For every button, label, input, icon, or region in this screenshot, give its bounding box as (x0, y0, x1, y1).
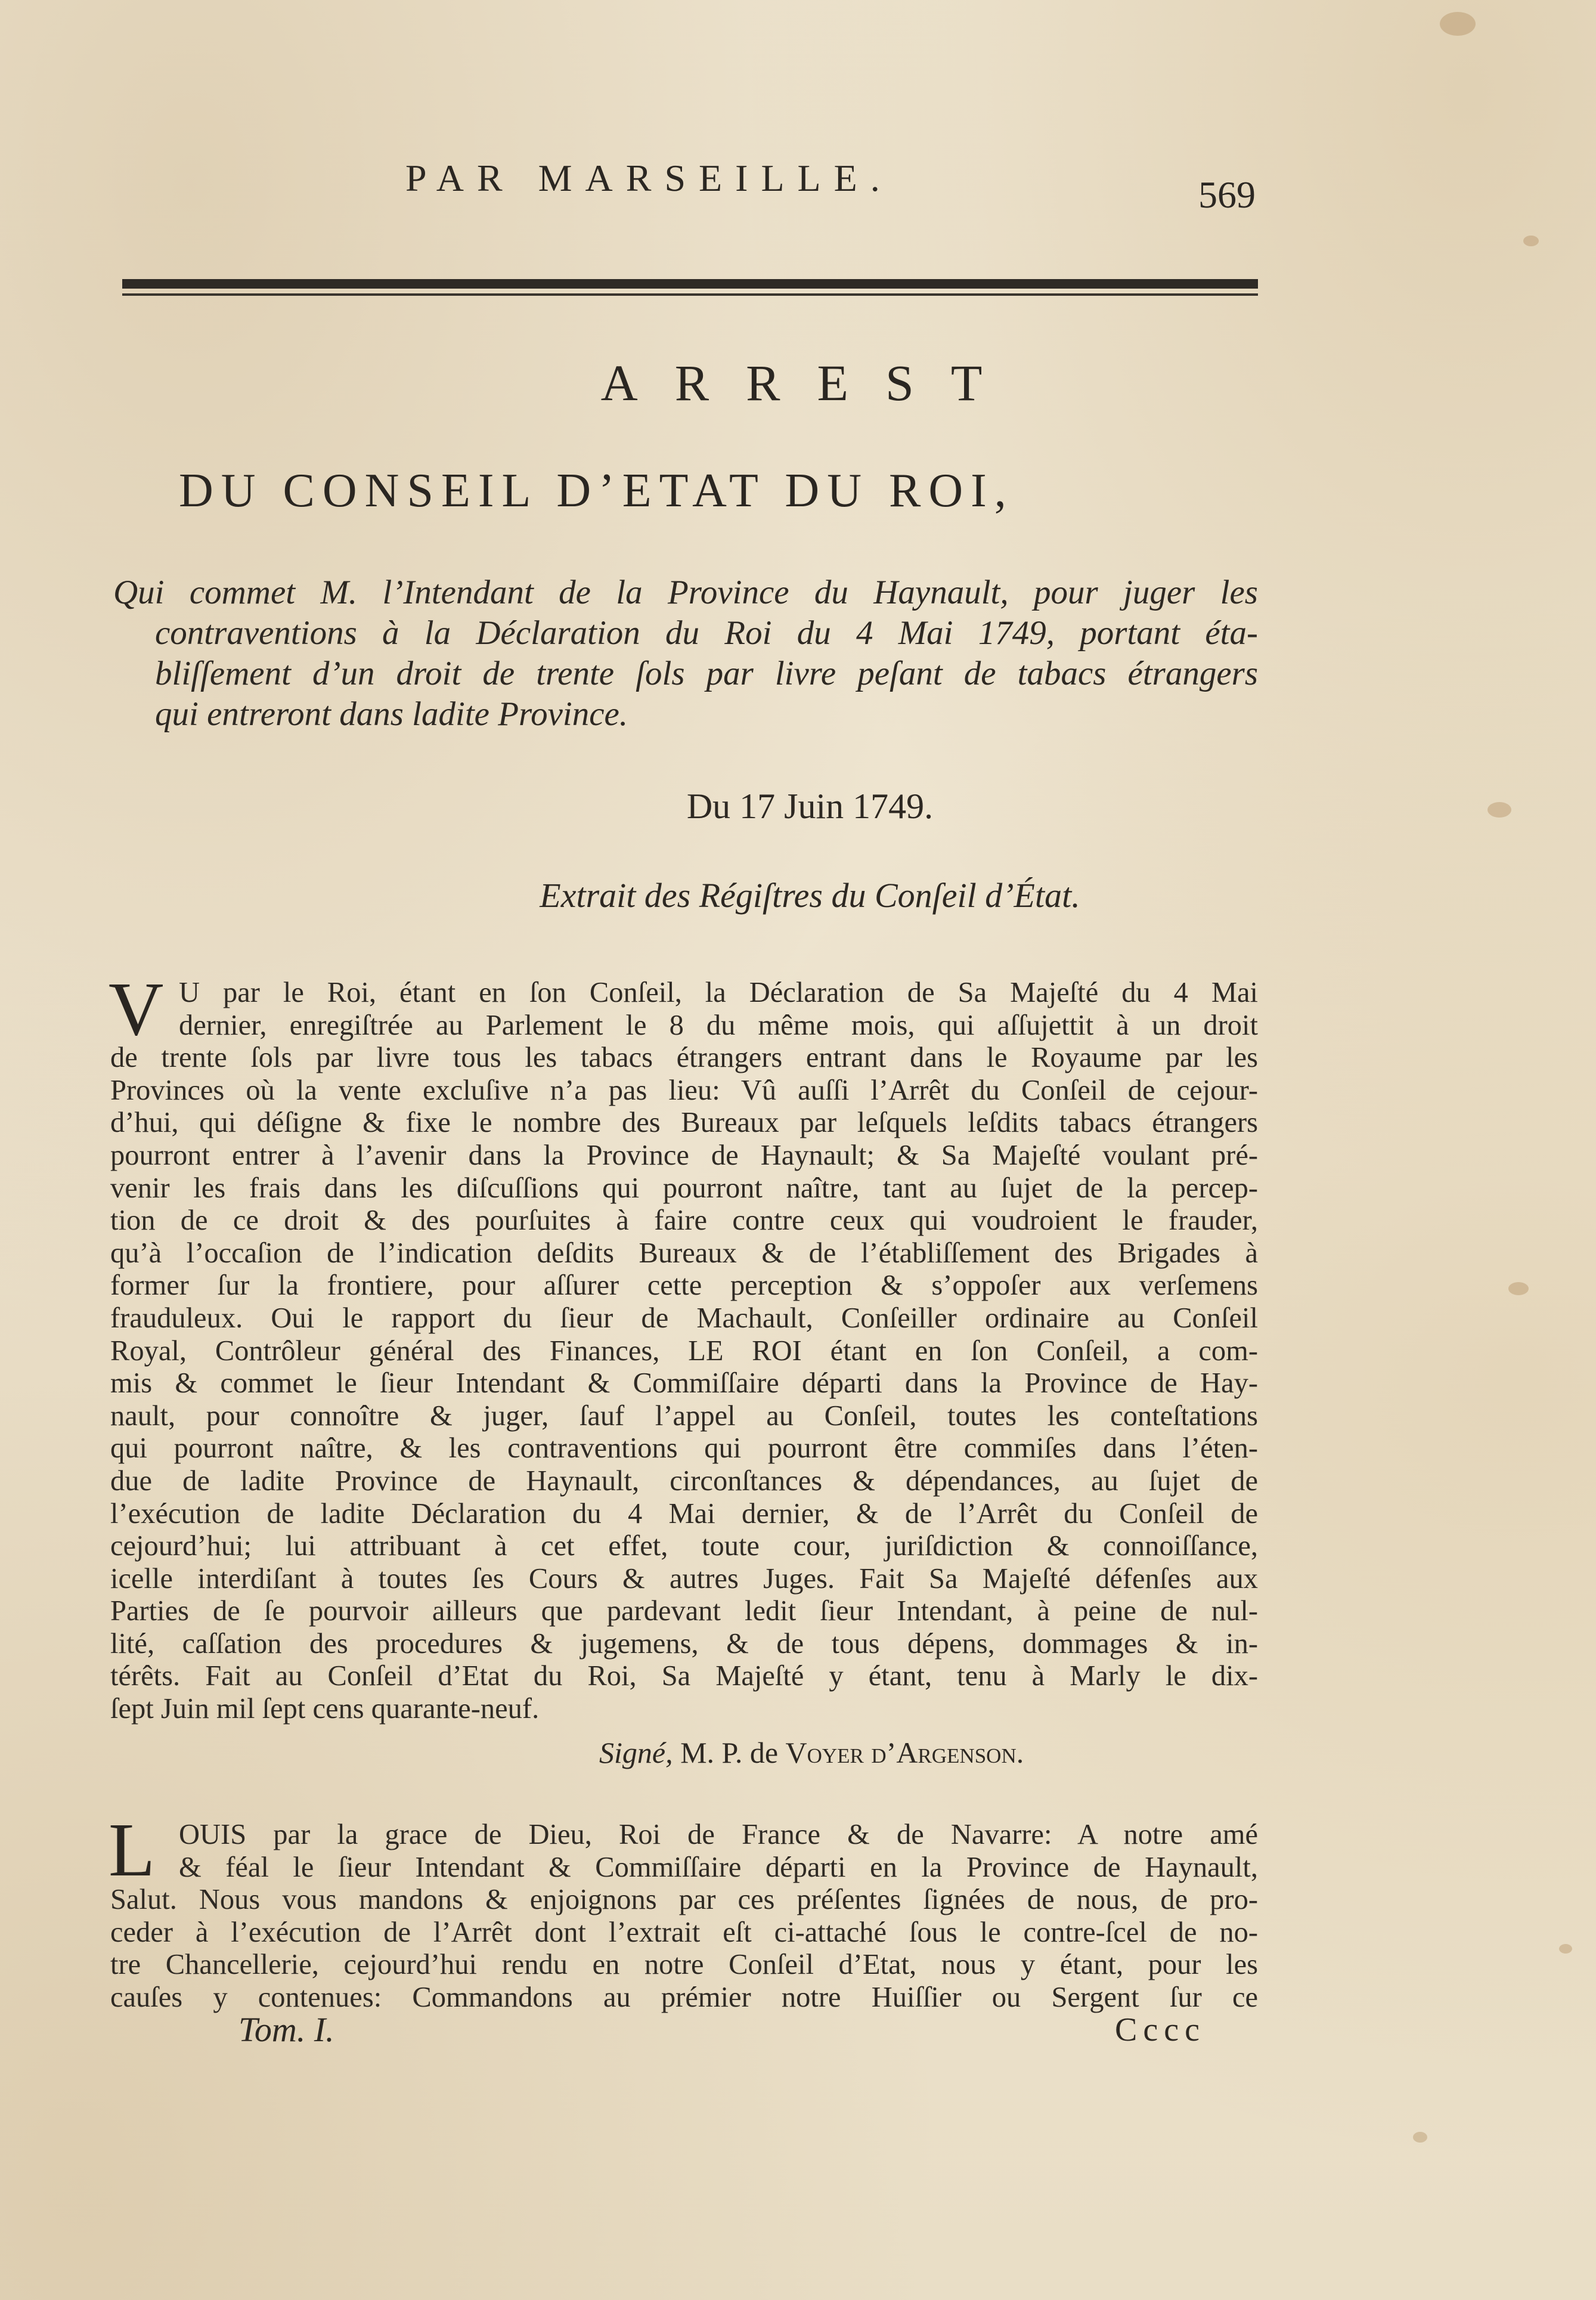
body-line: pourront entrer à l’avenir dans la Province de Haynault; & Sa Majeſté voulant pré- (110, 1139, 1258, 1171)
body-line: venir les frais dans les diſcuſſions qui pourront naître, tant au ſujet de la percep- (110, 1172, 1258, 1204)
body-line: & féal le ſieur Intendant & Commiſſaire départi en la Province de Haynault, (179, 1851, 1258, 1883)
body-line: nault, pour connoître & juger, ſauf l’appel au Conſeil, toutes les conteſtations (110, 1400, 1258, 1432)
signature-mark: Cccc (1115, 2011, 1205, 2048)
extract-line: Extrait des Régiſtres du Conſeil d’État. (540, 876, 1080, 915)
body-line: mis & commet le ſieur Intendant & Commiſſaire départi dans la Province de Hay- (110, 1367, 1258, 1400)
paper-stain (1559, 1944, 1572, 1954)
signature-label: Signé, (599, 1736, 673, 1769)
signature (599, 1735, 1024, 1770)
title-conseil: DU CONSEIL D’ETAT DU ROI, (179, 465, 1014, 517)
paper-stain (1523, 236, 1539, 246)
header-rule-thin (122, 293, 1258, 296)
body-line: Parties de ſe pourvoir ailleurs que pardevant ledit ſieur Intendant, à peine de nul- (110, 1595, 1258, 1627)
dropcap-v: V (109, 967, 164, 1051)
body-line: tre Chancellerie, cejourd’hui rendu en notre Conſeil d’Etat, nous y étant, pour les (110, 1949, 1258, 1981)
title-arrest: ARREST (600, 354, 1019, 411)
body-line: de trente ſols par livre tous les tabacs étrangers entrant dans le Royaume par les (110, 1042, 1258, 1074)
body-line: cauſes y contenues: Commandons au prémier notre Huiſſier ou Sergent ſur ce (110, 1981, 1258, 2013)
body-line: tion de ce droit & des pourſuites à faire contre ceux qui voudroient le frauder, (110, 1205, 1258, 1237)
dropcap-l: L (109, 1807, 156, 1892)
arrest-body (110, 977, 1258, 1726)
body-line: lité, caſſation des procedures & jugemens, & de tous dépens, dommages & in- (110, 1627, 1258, 1660)
body-line: qu’à l’occaſion de l’indication deſdits Bureaux & de l’établiſſement des Brigades à (110, 1237, 1258, 1269)
page-number: 569 (1198, 174, 1256, 216)
subtitle-line: qui entreront dans ladite Province. (155, 695, 628, 733)
body-line: OUIS par la grace de Dieu, Roi de France & de Navarre: A notre amé (179, 1819, 1258, 1850)
body-line: frauduleux. Oui le rapport du ſieur de Machault, Conſeiller ordinaire au Conſeil (110, 1302, 1258, 1334)
paper-stain (1508, 1282, 1529, 1295)
paper-stain (1440, 12, 1476, 36)
body-line: U par le Roi, étant en ſon Conſeil, la Déclaration de Sa Majeſté du 4 Mai (179, 977, 1258, 1008)
body-line: Salut. Nous vous mandons & enjoignons par ces préſentes ſignées de nous, de pro- (110, 1884, 1258, 1916)
header-rule-thick (122, 279, 1258, 289)
body-line: icelle interdiſant à toutes ſes Cours & autres Juges. Fait Sa Majeſté défenſes aux (110, 1562, 1258, 1595)
header-rule (122, 274, 1258, 304)
date-line: Du 17 Juin 1749. (686, 787, 934, 826)
body-line: l’exécution de ladite Déclaration du 4 Mai dernier, & de l’Arrêt du Conſeil de (110, 1497, 1258, 1530)
body-line: ceder à l’exécution de l’Arrêt dont l’extrait eſt ci-attaché ſous le contre-ſcel de no- (110, 1916, 1258, 1948)
body-line: qui pourront naître, & les contraventions qui pourront être commiſes dans l’éten- (110, 1432, 1258, 1465)
subtitle (113, 572, 1258, 735)
body-line: Royal, Contrôleur général des Finances, LE ROI étant en ſon Conſeil, a com- (110, 1335, 1258, 1367)
body-line: Provinces où la vente excluſive n’a pas lieu: Vû auſſi l’Arrêt du Conſeil de cejour- (110, 1074, 1258, 1106)
signature-name: Voyer d’Argenson. (785, 1736, 1024, 1769)
paper-stain (1413, 2132, 1427, 2143)
body-line: due de ladite Province de Haynault, circonſtances & dépendances, au ſujet de (110, 1465, 1258, 1497)
signature-name-prefix: M. P. de (680, 1736, 779, 1769)
volume-number: Tom. I. (238, 2010, 334, 2049)
body-line: former ſur la frontiere, pour aſſurer cette perception & s’oppoſer aux verſemens (110, 1270, 1258, 1302)
body-line: dernier, enregiſtrée au Parlement le 8 du même mois, qui aſſujettit à un droit (179, 1009, 1258, 1041)
body-line: térêts. Fait au Conſeil d’Etat du Roi, Sa Majeſté y étant, tenu à Marly le dix- (110, 1660, 1258, 1692)
body-line: cejourd’hui; lui attribuant à cet effet, toute cour, juriſdiction & connoiſſance, (110, 1530, 1258, 1562)
subtitle-line: Qui commet M. l’Intendant de la Province du Haynault, pour juger les (113, 574, 1258, 611)
running-title: PAR MARSEILLE. (405, 157, 893, 199)
subtitle-line: bliſſement d’un droit de trente ſols par livre peſant de tabacs étrangers (155, 655, 1258, 692)
letters-body (110, 1819, 1258, 2014)
body-line: d’hui, qui déſigne & fixe le nombre des Bureaux par leſquels leſdits tabacs étrangers (110, 1107, 1258, 1139)
body-line: ſept Juin mil ſept cens quarante-neuf. (110, 1693, 540, 1725)
subtitle-line: contraventions à la Déclaration du Roi du 4 Mai 1749, portant éta- (155, 614, 1258, 652)
